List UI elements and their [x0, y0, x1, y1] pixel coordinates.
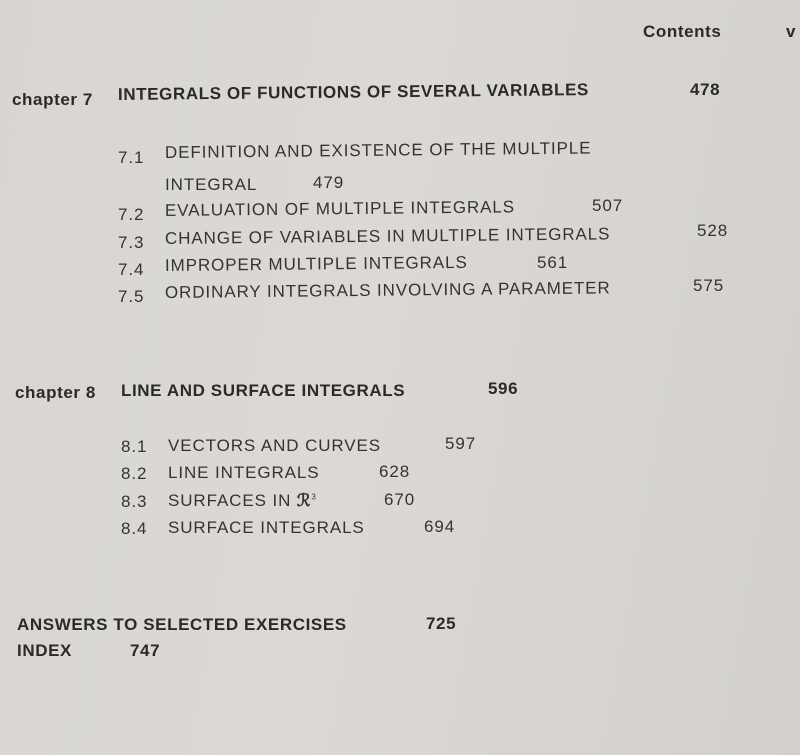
- superscript-three: 3: [311, 492, 317, 502]
- chapter-8-title: LINE AND SURFACE INTEGRALS: [121, 381, 406, 400]
- chapter-7-page: 478: [690, 80, 721, 99]
- chapter-7-label: chapter 7: [12, 90, 93, 109]
- section-8-1-number: 8.1: [121, 437, 148, 456]
- section-7-5-title: ORDINARY INTEGRALS INVOLVING A PARAMETER: [164, 278, 611, 302]
- section-8-2-page: 628: [379, 462, 411, 481]
- section-8-4-page: 694: [424, 517, 456, 536]
- section-8-4-title: SURFACE INTEGRALS: [168, 518, 365, 537]
- running-header-title: Contents: [643, 22, 722, 41]
- section-8-3-number: 8.3: [121, 492, 148, 511]
- section-7-4-number: 7.4: [118, 260, 145, 279]
- section-7-3-title: CHANGE OF VARIABLES IN MULTIPLE INTEGRALS: [164, 224, 611, 248]
- index-page: 747: [130, 641, 161, 660]
- chapter-7-title: INTEGRALS OF FUNCTIONS OF SEVERAL VARIABLES: [117, 80, 590, 104]
- section-8-1-title: VECTORS AND CURVES: [168, 436, 382, 455]
- script-r-symbol: ℛ: [296, 491, 312, 511]
- chapter-8-page: 596: [488, 379, 519, 398]
- page-numeral: v: [786, 22, 797, 41]
- index-title: INDEX: [17, 641, 72, 660]
- chapter-8-label: chapter 8: [15, 383, 96, 402]
- answers-page: 725: [426, 614, 457, 633]
- section-8-2-number: 8.2: [121, 464, 148, 483]
- section-7-3-number: 7.3: [118, 233, 145, 252]
- section-7-2-page: 507: [592, 196, 624, 215]
- section-8-4-number: 8.4: [121, 519, 148, 538]
- section-8-1-page: 597: [445, 434, 477, 453]
- section-7-3-page: 528: [697, 221, 729, 240]
- answers-title: ANSWERS TO SELECTED EXERCISES: [17, 615, 347, 634]
- section-7-4-title: IMPROPER MULTIPLE INTEGRALS: [164, 252, 468, 275]
- section-7-2-number: 7.2: [118, 205, 145, 224]
- section-7-1-title-line2: INTEGRAL: [165, 175, 258, 194]
- section-7-5-number: 7.5: [118, 287, 145, 306]
- section-7-4-page: 561: [537, 253, 569, 272]
- section-8-3-title: [168, 491, 317, 511]
- section-7-2-title: EVALUATION OF MULTIPLE INTEGRALS: [164, 197, 516, 220]
- section-8-3-title-text: SURFACES IN: [168, 491, 292, 510]
- section-7-5-page: 575: [693, 276, 725, 295]
- section-7-1-title-line1: DEFINITION AND EXISTENCE OF THE MULTIPLE: [164, 138, 592, 162]
- section-8-2-title: LINE INTEGRALS: [168, 463, 320, 482]
- section-7-1-page: 479: [313, 173, 345, 192]
- section-8-3-page: 670: [384, 490, 416, 509]
- section-7-1-number: 7.1: [118, 148, 145, 167]
